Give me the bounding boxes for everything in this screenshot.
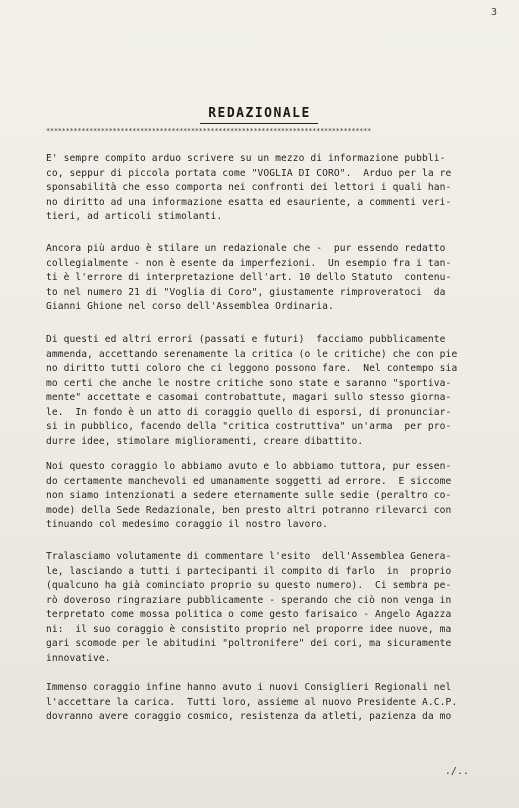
page-number: 3 xyxy=(490,7,497,18)
text-line: ammenda, accettando serenamente la critica (o le critiche) che con pie xyxy=(46,348,458,360)
text-line: dovranno avere coraggio cosmico, resistenza da atleti, pazienza da mo xyxy=(46,711,452,722)
text-line: Di questi ed altri errori (passati e futuri) facciamo pubblicamente xyxy=(46,334,446,345)
text-line: le, lasciando a tutti i partecipanti il compito di farlo in proprio xyxy=(46,565,452,577)
text-line: ti è l'errore di interpretazione dell'art. 10 dello Statuto contenu- xyxy=(46,272,452,283)
text-line: collegialmente - non è esente da imperfezioni. Un esempio fra i tan- xyxy=(46,257,452,269)
continuation-mark: ./.. xyxy=(444,766,469,777)
text-line: durre idee, stimolare miglioramenti, creare dibattito. xyxy=(46,435,364,447)
text-line: terpretato come mossa politica o come gesto farisaico - Angelo Agazza xyxy=(46,609,452,620)
text-line: co, seppur di piccola portata come "VOGLIA DI CORO". Arduo per la re xyxy=(46,167,452,179)
title-underline xyxy=(200,123,318,124)
text-line: l'accettare la carica. Tutti loro, assieme al nuovo Presidente A.C.P. xyxy=(46,696,458,708)
text-line: Noi questo coraggio lo abbiamo avuto e lo abbiamo tuttora, pur essen- xyxy=(46,461,452,472)
asterisk-separator: *********************************************************************************** xyxy=(46,127,371,135)
text-line: do certamente manchevoli ed umanamente soggetti ad errore. E siccome xyxy=(46,475,452,487)
text-line: to nel numero 21 di "Voglia di Coro", giustamente rimproveratoci da xyxy=(46,286,446,298)
text-line: no diritto ad una informazione esatta ed esauriente, a commenti veri- xyxy=(46,196,452,208)
text-line: Tralasciamo volutamente di commentare l'esito dell'Assemblea Genera- xyxy=(46,551,452,562)
text-line: Immenso coraggio infine hanno avuto i nuovi Consiglieri Regionali nel xyxy=(46,682,452,693)
text-line: mente" accettate e casomai controbattute, magari sullo stesso giorna- xyxy=(46,392,452,403)
text-line: E' sempre compito arduo scrivere su un mezzo di informazione pubbli- xyxy=(46,153,446,164)
text-line: tinuando col medesimo coraggio il nostro lavoro. xyxy=(46,519,329,530)
text-line: sponsabilità che esso comporta nei confronti dei lettori i quali han- xyxy=(46,182,452,193)
text-line: no diritto tutti coloro che ci leggono possono fare. Nel contempo sia xyxy=(46,363,458,374)
text-line: si in pubblico, facendo della "critica costruttiva" un'arma per pro- xyxy=(46,421,452,432)
text-line: rò doveroso ringraziare pubblicamente - sperando che ciò non venga in xyxy=(46,594,452,606)
text-line: innovative. xyxy=(46,652,111,664)
text-line: mo certi che anche le nostre critiche sono state e saranno "sportiva- xyxy=(46,377,452,389)
text-line: gari scomode per le abitudini "poltronifere" dei cori, ma sicuramente xyxy=(46,638,452,649)
text-line: ni: il suo coraggio è consistito proprio nel proporre idee nuove, ma xyxy=(46,623,452,635)
text-line: mode) della Sede Redazionale, ben presto altri potranno rilevarci con xyxy=(46,504,452,516)
text-line: Ancora più arduo è stilare un redazionale che - pur essendo redatto xyxy=(46,243,446,254)
text-line: non siamo intenzionati a sedere eternamente sulle sedie (peraltro co- xyxy=(46,490,452,501)
text-line: Gianni Ghione nel corso dell'Assemblea Ordinaria. xyxy=(46,301,334,312)
page-title: REDAZIONALE xyxy=(208,106,311,121)
text-line: le. In fondo è un atto di coraggio quello di esporsi, di pronunciar- xyxy=(46,406,452,418)
text-line: tieri, ad articoli stimolanti. xyxy=(46,211,223,222)
text-line: (qualcuno ha già cominciato proprio su questo numero). Ci sembra pe- xyxy=(46,580,452,591)
